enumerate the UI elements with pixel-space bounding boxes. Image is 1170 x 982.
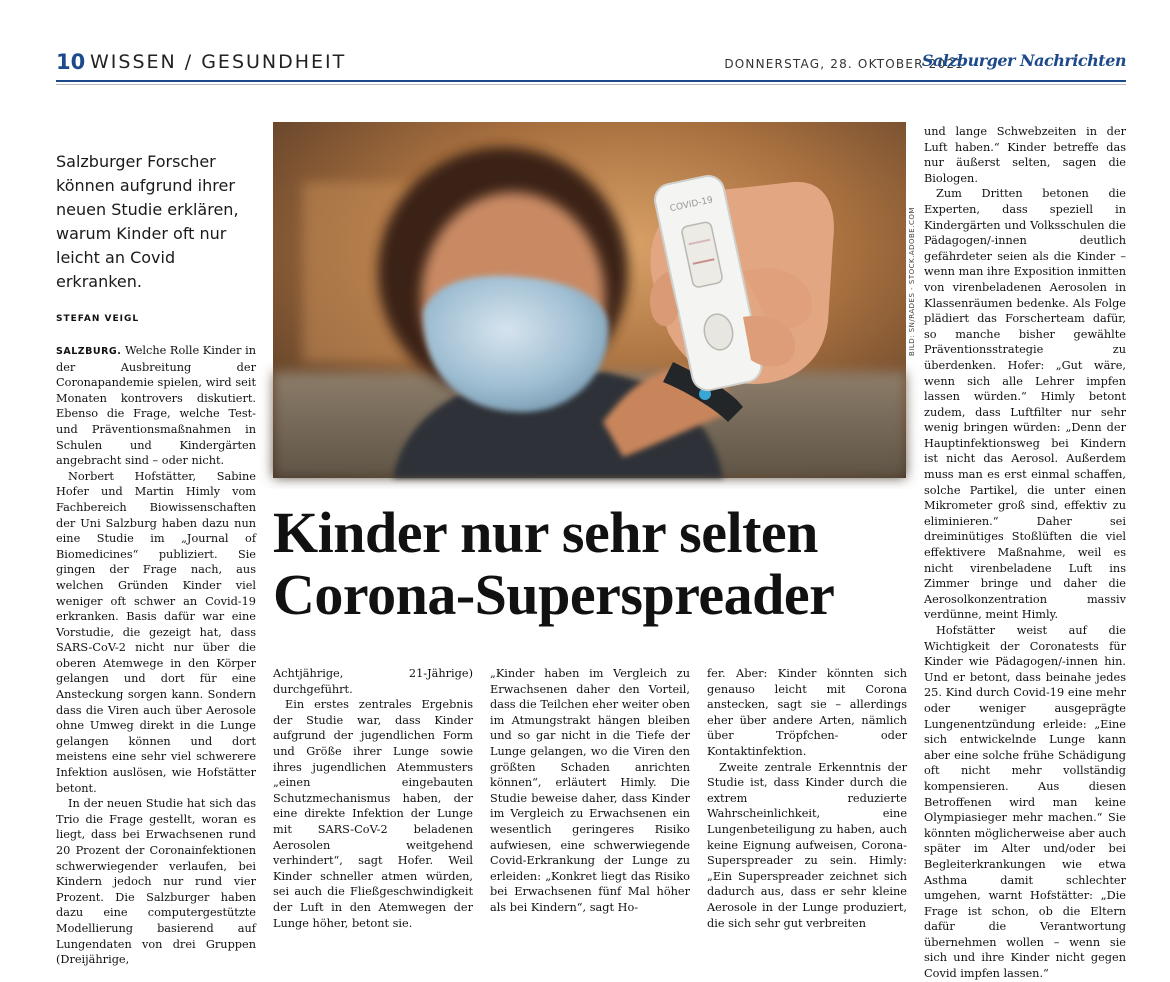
photo-credit: BILD: SN/RADES - STOCK.ADOBE.COM <box>908 207 916 356</box>
text-column-3 <box>490 666 690 916</box>
page-number: 10 <box>56 50 86 74</box>
dateline: SALZBURG. <box>56 346 122 357</box>
header-rule <box>56 80 1126 82</box>
text-column-2 <box>273 666 473 931</box>
paragraph: und lange Schwebzeiten in der Luft haben.“ Kinder betreffe das nur äußerst selten, sagen die Biologen. <box>924 125 1126 185</box>
child-with-covid-test-illustration <box>273 122 906 478</box>
header-rule-thin <box>56 84 1126 85</box>
paragraph: fer. Aber: Kinder könnten sich genauso leicht mit Corona anstecken, sagt sie – allerdings eher über andere Arten, nämlich über Tröpfchen- oder Kontaktinfektion. <box>707 667 907 758</box>
section-title: WISSEN / GESUNDHEIT <box>90 51 347 73</box>
paragraph: Zum Dritten betonen die Experten, dass speziell in Kindergärten und Volksschulen die Pädagogen/-innen deutlich gefährdeter seien als die Kinder – wenn man ihre Exposition inmitten von virenbeladenen Aerosolen in Klassenräumen bedenke. Als Folge plädiert das Forscherteam dafür, so manche bisher gewählte Präventionsstrategie zu überdenken. Hofer: „Gut wäre, wenn sich alle Lehrer impfen lassen würden.“ Himly betont zudem, dass Luftfilter nur sehr wenig bringen würden: „Denn der Hauptinfektionsweg bei Kindern ist nicht das Aerosol. Außerdem muss man es erst einmal schaffen, solche Partikel, die unter einen Mikrometer groß sind, effektiv zu eliminieren.“ Daher sei dreiminütiges Stoßlüften die viel effektivere Maßnahme, weil es nicht virenbeladene Luft ins Zimmer bringe und daher die Aerosolkonzentration massiv verdünne, meint Himly. <box>924 187 1126 622</box>
paragraph: Hofstätter weist auf die Wichtigkeit der Coronatests für Kinder wie Pädagogen/-innen hin. Und er betont, dass beinahe jedes 25. Kind durch Covid-19 eine mehr oder weniger ausgeprägte Lungenentzündung erleide: „Eine sich entwickelnde Lunge kann aber eine solche frühe Schädigung oft nicht mehr vollständig kompensieren. Aus diesen Betroffenen wird man keine Olympiasieger mehr machen.“ Sie könnten möglicherweise aber auch später im Alter und/oder bei Begleiterkrankungen wie etwa Asthma damit schlechter umgehen, warnt Hofstätter: „Die Frage ist schon, ob die Eltern dafür die Verantwortung übernehmen wollen – wenn sie sich und ihre Kinder nicht gegen Covid impfen lassen.“ <box>924 624 1126 981</box>
paragraph-text: Welche Rolle Kinder in der Ausbreitung der Coronapandemie spielen, wird seit Monaten kontrovers diskutiert. Ebenso die Frage, welche Test- und Präventionsmaßnahmen in Schulen und Kindergärten angebracht sind – oder nicht. <box>56 344 257 468</box>
test-cassette-label: COVID-19 <box>669 195 714 215</box>
paragraph: Ein erstes zentrales Ergebnis der Studie war, dass Kinder aufgrund der jugendlichen Form und Größe ihrer Lunge sowie ihres jugendlichen Atemmusters „einen eingebauten Schutzmechanismus haben, der eine direkte Infektion der Lunge mit SARS-CoV-2 beladenen Aerosolen weitgehend verhindert“, sagt Hofer. Weil Kinder schneller atmen würden, sei auch die Fließgeschwindigkeit der Luft in den Atemwegen der Lunge höher, betont sie. <box>273 698 473 930</box>
newspaper-logo: Salzburger Nachrichten <box>921 51 1126 70</box>
text-column-4 <box>707 666 907 931</box>
issue-date: DONNERSTAG, 28. OKTOBER 2021 <box>724 57 964 71</box>
paragraph: Zweite zentrale Erkenntnis der Studie ist, dass Kinder durch die extrem reduzierte Wahrscheinlichkeit, eine Lungenbeteiligung zu haben, auch keine Eignung aufweisen, Corona-Superspreader zu sein. Himly: „Ein Superspreader zeichnet sich dadurch aus, dass er sehr kleine Aerosole in der Lunge produziert, die sich sehr gut verbreiten <box>707 760 907 930</box>
paragraph <box>56 343 256 469</box>
page-header <box>56 46 1126 80</box>
article-photo <box>273 122 906 478</box>
paragraph: In der neuen Studie hat sich das Trio die Frage gestellt, woran es liegt, dass bei Erwachsenen rund 20 Prozent der Coronainfektionen schwerwiegender verlaufen, bei Kindern jedoch nur rund vier Prozent. Die Salzburger haben dazu eine computergestützte Modellierung basierend auf Lungendaten von drei Gruppen (Dreijährige, <box>56 797 256 967</box>
paragraph: Achtjährige, 21-Jährige) durchgeführt. <box>273 667 473 696</box>
text-column-1 <box>56 343 256 968</box>
article-teaser: Salzburger Forscher können aufgrund ihrer neuen Studie erklären, warum Kinder oft nur leicht an Covid erkranken. <box>56 152 239 291</box>
headline-line-2: Corona-Superspreader <box>273 562 835 627</box>
paragraph: „Kinder haben im Vergleich zu Erwachsenen daher den Vorteil, dass die Teilchen eher weiter oben im Atmungstrakt hängen bleiben und so gar nicht in die Tiefe der Lunge gelangen, wo die Viren den größten Schaden anrichten können“, erläutert Himly. Die Studie beweise daher, dass Kinder im Vergleich zu Erwachsenen ein wesentlich geringeres Risiko aufwiesen, eine schwerwiegende Covid-Erkrankung der Lunge zu erleiden: „Konkret liegt das Risiko bei Erwachsenen fünf Mal höher als bei Kindern“, sagt Ho- <box>490 667 690 914</box>
author-byline: STEFAN VEIGL <box>56 314 140 324</box>
text-column-5 <box>924 124 1126 982</box>
article-headline <box>273 502 906 626</box>
paragraph: Norbert Hofstätter, Sabine Hofer und Martin Himly vom Fachbereich Biowissenschaften der Uni Salzburg haben dazu nun eine Studie im „Journal of Biomedicines“ publiziert. Sie gingen der Frage nach, aus welchen Gründen Kinder viel weniger oft schwer an Covid-19 erkranken. Basis dafür war eine Vorstudie, die gezeigt hat, dass SARS-CoV-2 nicht nur über die oberen Atemwege in den Körper gelangen und dort für eine Ansteckung sorgen kann. Sondern dass die Viren auch über Aerosole ohne Umweg direkt in die Lunge gelangen können und dort meistens eine sehr viel schwerere Infektion auslösen, wie Hofstätter betont. <box>56 469 256 795</box>
headline-line-1: Kinder nur sehr selten <box>273 500 818 565</box>
